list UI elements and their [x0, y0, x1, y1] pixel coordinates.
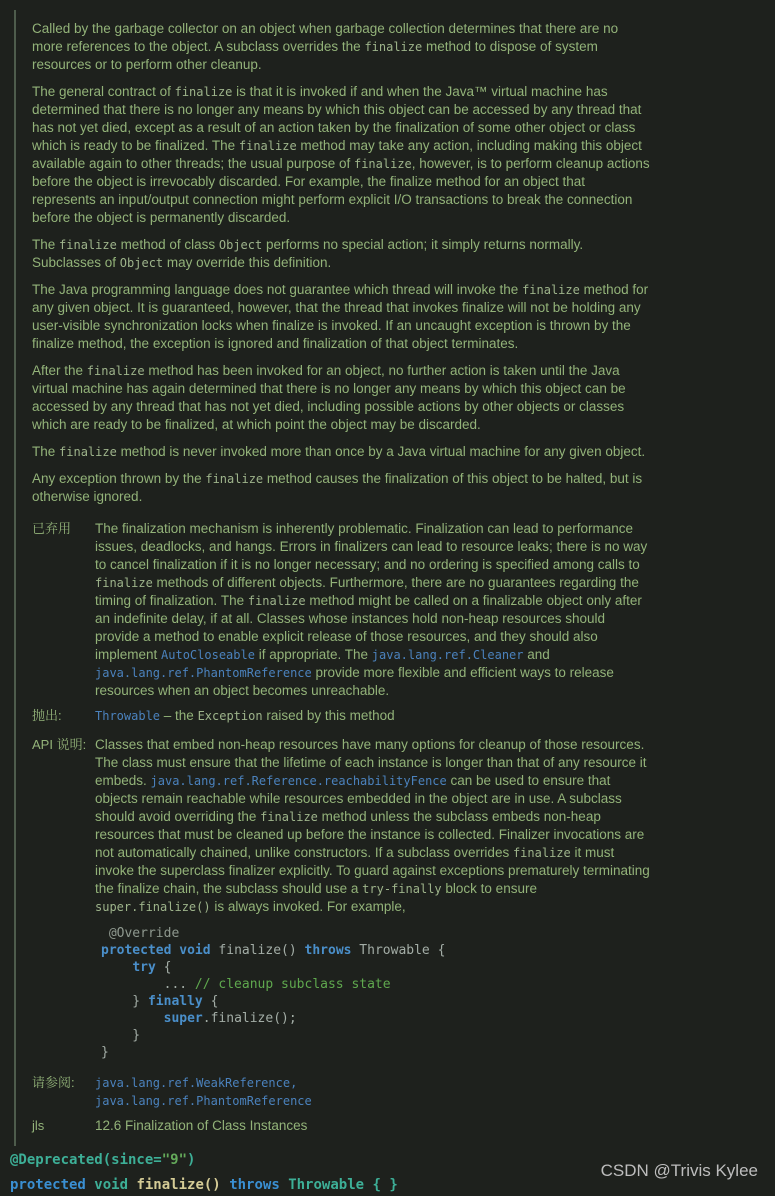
see-also-link-line: [95, 1074, 652, 1092]
deprecated-note: The finalization mechanism is inherently problematic. Finalization can lead to performance issues, deadlocks, and hangs. Errors in finalizers can lead to resource leaks; there is no way to cancel finalization if it is no longer necessary; and no ordering is specified among calls to finalize methods of different objects. Furthermore, there are no guarantees regarding the timing of finalization. The finalize method might be called on a finalizable object only after an indefinite delay, if at all. Classes whose instances hold non-heap resources should provide a method to enable explicit release of those resources, and they should also implement AutoCloseable if appropriate. The java.lang.ref.Cleaner and java.lang.ref.PhantomReference provide more flexible and efficient ways to release resources when an object becomes unreachable.: [95, 521, 648, 698]
javadoc-popup: [14, 10, 654, 1146]
doc-paragraph: The finalize method of class Object performs no special action; it simply returns normally. Subclasses of Object may override this definition.: [32, 237, 584, 270]
see-also-section: [32, 1074, 654, 1110]
code-line: @Override: [101, 926, 180, 941]
example-code-block: [101, 925, 652, 1061]
code-line: }: [101, 1028, 141, 1043]
doc-link[interactable]: AutoCloseable: [161, 648, 255, 662]
see-also-label: 请参阅:: [32, 1075, 75, 1090]
throws-content: Throwable – the Exception raised by this method: [95, 708, 395, 723]
deprecated-label: 已弃用: [32, 521, 72, 536]
doc-paragraph: The Java programming language does not guarantee which thread will invoke the finalize method for any given object. It is guaranteed, however, that the thread that invokes finalize will not be holding any user-visible synchronization locks when finalize is invoked. If an uncaught exception is thrown by the finalize method, the exception is ignored and finalization of that object terminates.: [32, 282, 649, 351]
see-also-link-line: [95, 1092, 652, 1110]
doc-paragraph: Any exception thrown by the finalize method causes the finalization of this object to be halted, but is otherwise ignored.: [32, 471, 643, 504]
code-line: try {: [132, 960, 172, 975]
jls-section: [32, 1117, 654, 1135]
doc-link[interactable]: java.lang.ref.PhantomReference: [95, 1094, 312, 1108]
jls-label: jls: [32, 1118, 45, 1133]
method-annotation: @Deprecated(since="9"): [10, 1152, 196, 1168]
throws-section: [32, 707, 654, 725]
doc-link[interactable]: java.lang.ref.Reference.reachabilityFence: [150, 774, 447, 788]
api-note-section: [32, 736, 654, 1067]
doc-paragraph: The general contract of finalize is that it is invoked if and when the Java™ virtual machine has determined that there is no longer any means by which this object can be accessed by any thread that has not yet died, except as a result of an action taken by the finalization of some other object or class which is ready to be finalized. The finalize method may take any action, including making this object available again to other threads; the usual purpose of finalize, however, is to perform cleanup actions before the object is irrevocably discarded. For example, the finalize method for an object that represents an input/output connection might perform explicit I/O transactions to break the connection before the object is permanently discarded.: [32, 84, 650, 225]
code-line: protected void finalize() throws Throwable {: [101, 943, 446, 958]
doc-paragraph: The finalize method is never invoked more than once by a Java virtual machine for any given object.: [32, 444, 646, 459]
deprecated-section: [32, 520, 654, 700]
doc-paragraph: Called by the garbage collector on an object when garbage collection determines that there are no more references to the object. A subclass overrides the finalize method to dispose of system resources or to perform other cleanup.: [32, 21, 619, 72]
code-line: ... // cleanup subclass state: [101, 977, 391, 992]
throws-label: 抛出:: [32, 708, 62, 723]
doc-paragraph: After the finalize method has been invoked for an object, no further action is taken until the Java virtual machine has again determined that there is no longer any means by which this object can be accessed by any thread that has not yet died, including possible actions by other objects or classes which are ready to be finalized, at which point the object may be discarded.: [32, 363, 626, 432]
method-signature: protected void finalize() throws Throwable { }: [10, 1177, 398, 1193]
jls-content: 12.6 Finalization of Class Instances: [95, 1118, 308, 1133]
watermark: CSDN @Trivis Kylee: [600, 1161, 758, 1180]
doc-link[interactable]: java.lang.ref.Cleaner: [371, 648, 524, 662]
code-line: } finally {: [101, 994, 219, 1009]
doc-link[interactable]: java.lang.ref.PhantomReference: [95, 666, 312, 680]
doc-link[interactable]: java.lang.ref.WeakReference,: [95, 1076, 298, 1090]
api-note-text: Classes that embed non-heap resources have many options for cleanup of those resources. The class must ensure that the lifetime of each instance is longer than that of any resource it embeds. java.lang.ref.Reference.reachabilityFence can be used to ensure that objects remain reachable while resources embedded in the object are in use. A subclass should avoid overriding the finalize method unless the subclass embeds non-heap resources that must be cleaned up before the instance is collected. Finalizer invocations are not automatically chained, unlike constructors. If a subclass overrides finalize it must invoke the superclass finalizer explicitly. To guard against exceptions prematurely terminating the finalize chain, the subclass should use a try-finally block to ensure super.finalize() is always invoked. For example,: [95, 737, 650, 914]
api-note-label: API 说明:: [32, 737, 87, 752]
code-line: super.finalize();: [163, 1011, 297, 1026]
code-line: }: [101, 1045, 109, 1060]
api-note-content: [95, 736, 652, 1067]
doc-sections: [32, 520, 654, 1135]
doc-link[interactable]: Throwable: [95, 709, 161, 723]
see-also-links: [95, 1074, 652, 1110]
